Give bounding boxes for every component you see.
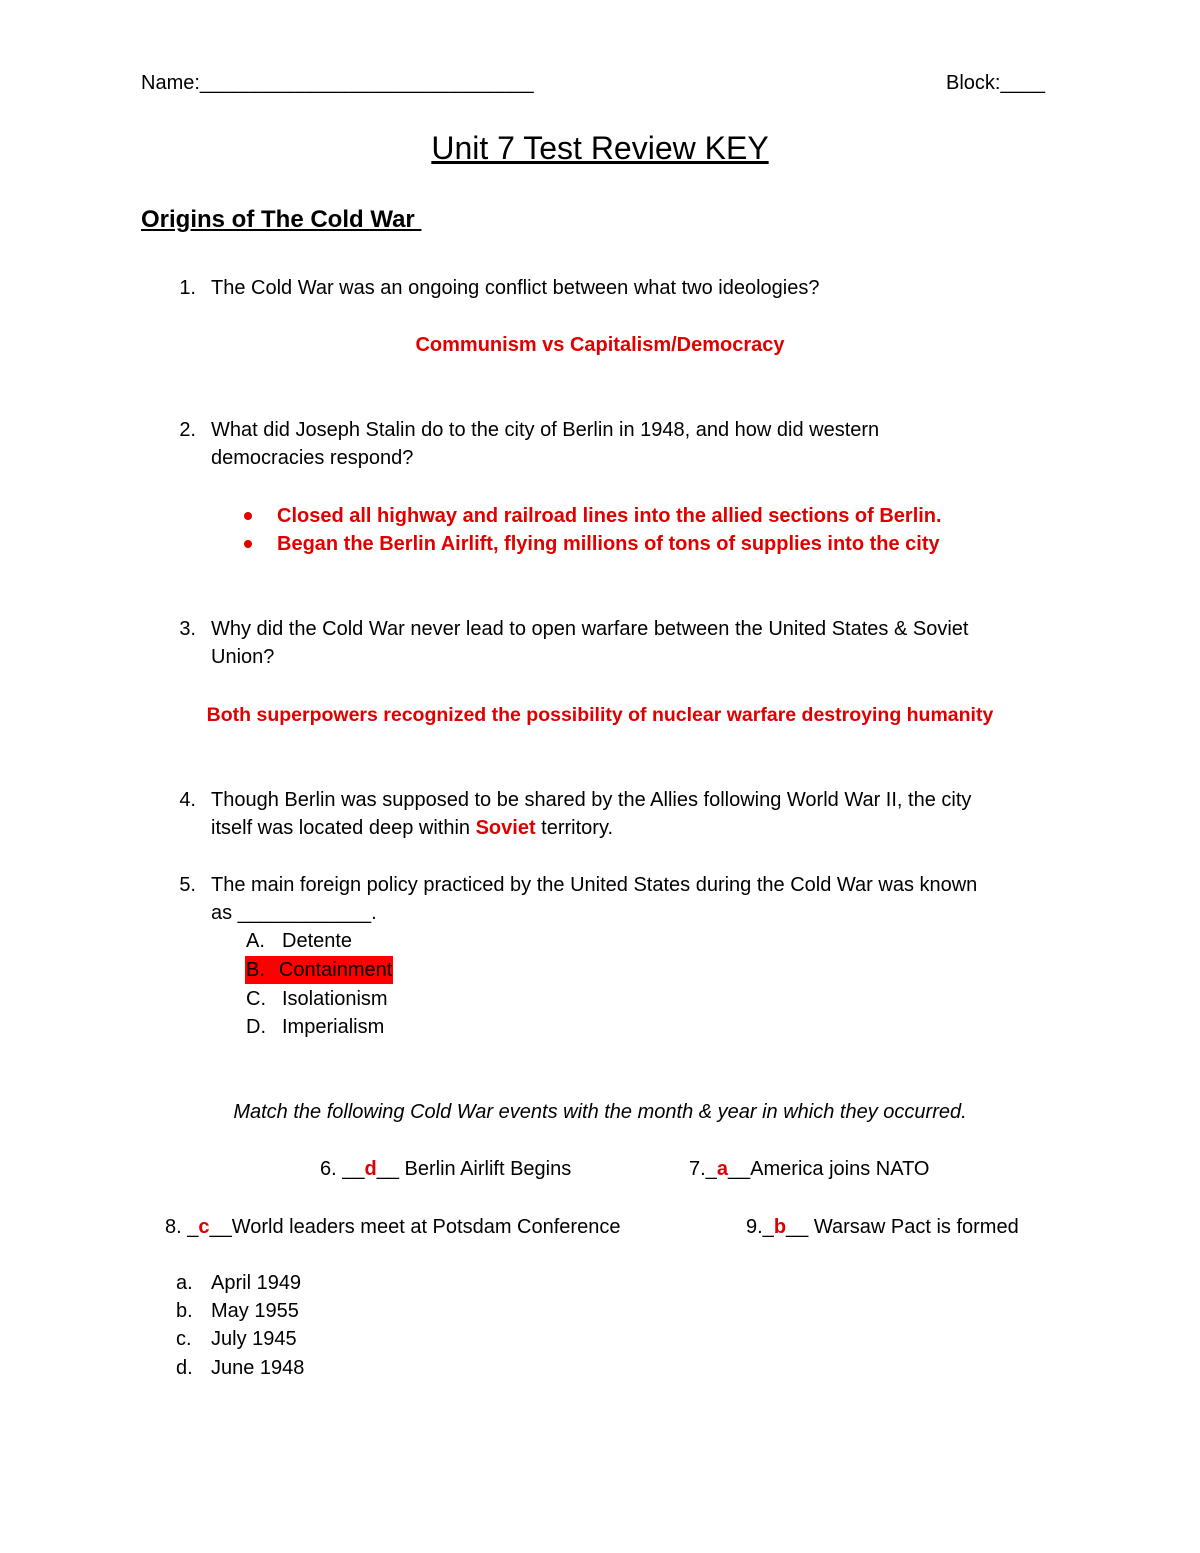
matching-item (689, 1155, 930, 1183)
answer-text: Closed all highway and railroad lines into the allied sections of Berlin. (277, 505, 942, 527)
answer-text: Began the Berlin Airlift, flying millions of tons of supplies into the city (277, 533, 940, 555)
block-field-label: Block:____ (946, 72, 1045, 94)
choice-text: May 1955 (211, 1300, 299, 1322)
question-text: itself was located deep within (211, 817, 476, 839)
page-title: Unit 7 Test Review KEY (431, 130, 769, 166)
choice-letter: a. (176, 1272, 193, 1294)
name-field-label: Name:______________________________ (141, 72, 534, 94)
matching-item (165, 1213, 620, 1241)
choice-letter: b. (176, 1300, 193, 1322)
choice-letter: c. (176, 1328, 192, 1350)
question-text: What did Joseph Stalin do to the city of Berlin in 1948, and how did western (211, 419, 880, 441)
matching-item-text: __World leaders meet at Potsdam Conference (209, 1216, 621, 1238)
option-letter: A. (246, 930, 265, 952)
matching-item-text: __ Warsaw Pact is formed (786, 1216, 1019, 1238)
question-text: as ____________. (211, 902, 377, 924)
question-number: 1. (179, 277, 196, 299)
question-text: Though Berlin was supposed to be shared by the Allies following World War II, the city (211, 789, 972, 811)
option-text: Detente (282, 930, 353, 952)
choice-text: April 1949 (211, 1272, 302, 1294)
question-text: The main foreign policy practiced by the United States during the Cold War was known (211, 874, 978, 896)
question-number: 5. (179, 874, 196, 896)
matching-item-number: 8. _ (165, 1216, 199, 1238)
question-text: Why did the Cold War never lead to open warfare between the United States & Soviet (211, 618, 969, 640)
question-number: 3. (179, 618, 196, 640)
answer-text: c (198, 1216, 210, 1238)
question-text-with-answer (211, 814, 613, 842)
question-number: 4. (179, 789, 196, 811)
question-text: The Cold War was an ongoing conflict between what two ideologies? (211, 277, 820, 299)
choice-text: July 1945 (211, 1328, 297, 1350)
option-letter: D. (246, 1016, 266, 1038)
matching-item-number: 7._ (689, 1158, 717, 1180)
bullet-icon (244, 512, 252, 520)
matching-item-number: 6. __ (320, 1158, 365, 1180)
answer-text: d (364, 1158, 377, 1180)
question-text: territory. (535, 817, 614, 839)
answer-text: Communism vs Capitalism/Democracy (415, 334, 785, 356)
bullet-icon (244, 540, 252, 548)
section-heading: Origins of The Cold War (141, 206, 422, 233)
matching-item-number: 9._ (746, 1216, 774, 1238)
option-letter: C. (246, 988, 266, 1010)
option-letter: B. (246, 959, 265, 981)
matching-item-text: __ Berlin Airlift Begins (376, 1158, 572, 1180)
matching-item (746, 1213, 1019, 1241)
option-correct-highlight (245, 956, 393, 984)
option-text: Imperialism (282, 1016, 385, 1038)
matching-item-text: __America joins NATO (727, 1158, 930, 1180)
question-text: Union? (211, 646, 275, 668)
answer-text: Both superpowers recognized the possibility of nuclear warfare destroying humanity (206, 704, 994, 726)
matching-item (320, 1155, 571, 1183)
question-text: democracies respond? (211, 447, 414, 469)
choice-letter: d. (176, 1357, 193, 1379)
answer-text: Soviet (475, 817, 536, 839)
question-number: 2. (179, 419, 196, 441)
answer-text: a (716, 1158, 728, 1180)
choice-text: June 1948 (211, 1357, 305, 1379)
matching-instructions: Match the following Cold War events with the month & year in which they occurred. (233, 1101, 967, 1123)
answer-text: b (773, 1216, 787, 1238)
option-text: Isolationism (282, 988, 388, 1010)
option-text: Containment (278, 959, 393, 981)
